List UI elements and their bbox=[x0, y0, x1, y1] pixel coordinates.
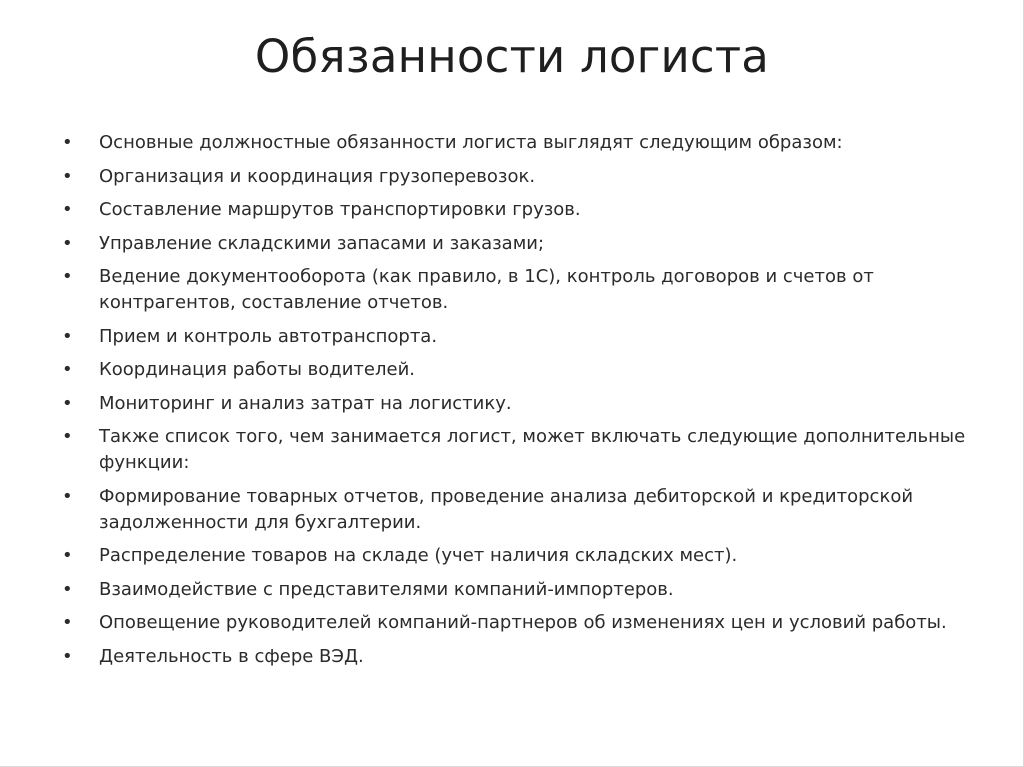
list-item-text: Взаимодействие с представителями компаний-импортеров. bbox=[99, 578, 674, 600]
list-item-text: Формирование товарных отчетов, проведение анализа дебиторской и кредиторской задолженности для бухгалтерии. bbox=[99, 485, 914, 533]
list-item bbox=[62, 424, 982, 476]
list-item bbox=[62, 264, 982, 316]
bullet-dot-icon: • bbox=[62, 392, 73, 414]
list-item-text: Оповещение руководителей компаний-партнеров об изменениях цен и условий работы. bbox=[99, 612, 947, 633]
list-item bbox=[62, 644, 982, 670]
list-item-text: Деятельность в сфере ВЭД. bbox=[99, 645, 364, 667]
bullet-list bbox=[62, 130, 982, 677]
list-item bbox=[62, 391, 982, 417]
list-item bbox=[62, 130, 982, 156]
list-item bbox=[62, 231, 982, 257]
bullet-dot-icon: • bbox=[62, 645, 73, 667]
bullet-dot-icon: • bbox=[62, 485, 73, 507]
bullet-dot-icon: • bbox=[62, 578, 73, 600]
list-item bbox=[62, 357, 982, 383]
bullet-dot-icon: • bbox=[62, 232, 73, 254]
bullet-dot-icon: • bbox=[62, 545, 73, 566]
list-item bbox=[62, 324, 982, 350]
list-item-text: Прием и контроль автотранспорта. bbox=[99, 325, 438, 347]
bullet-dot-icon: • bbox=[62, 359, 73, 380]
bullet-dot-icon: • bbox=[62, 266, 73, 287]
list-item bbox=[62, 197, 982, 223]
list-item bbox=[62, 610, 982, 636]
list-item bbox=[62, 484, 982, 536]
list-item-text: Ведение документооборота (как правило, в 1С), контроль договоров и счетов от контрагентов, составление отчетов. bbox=[99, 266, 874, 313]
list-item-text: Координация работы водителей. bbox=[99, 359, 415, 380]
list-item-text: Составление маршрутов транспортировки грузов. bbox=[99, 199, 581, 220]
list-item-text: Мониторинг и анализ затрат на логистику. bbox=[99, 392, 512, 414]
list-item-text: Распределение товаров на складе (учет наличия складских мест). bbox=[99, 545, 738, 566]
list-item bbox=[62, 577, 982, 603]
bullet-dot-icon: • bbox=[62, 612, 73, 633]
list-item-text: Основные должностные обязанности логиста выглядят следующим образом: bbox=[99, 132, 843, 153]
list-item bbox=[62, 164, 982, 190]
bullet-dot-icon: • bbox=[62, 165, 73, 187]
list-item-text: Управление складскими запасами и заказами; bbox=[99, 232, 545, 254]
bullet-dot-icon: • bbox=[62, 426, 73, 447]
bullet-dot-icon: • bbox=[62, 325, 73, 347]
list-item-text: Организация и координация грузоперевозок. bbox=[99, 165, 536, 187]
bullet-dot-icon: • bbox=[62, 199, 73, 220]
list-item-text: Также список того, чем занимается логист, может включать следующие дополнительные функции: bbox=[99, 426, 966, 473]
slide-title: Обязанности логиста bbox=[254, 30, 770, 83]
bullet-dot-icon: • bbox=[62, 132, 73, 153]
list-item bbox=[62, 543, 982, 569]
